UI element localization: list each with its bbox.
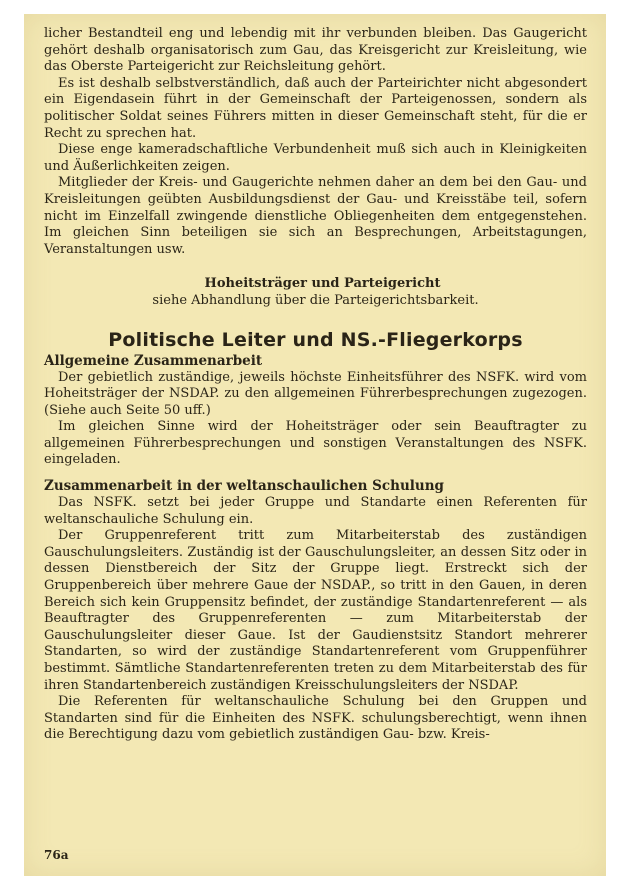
page-number: 76a (44, 848, 69, 862)
paragraph-continuation: licher Bestandteil eng und lebendig mit ihr verbunden bleiben. Das Gaugericht gehört deshalb organisatorisch zum Gau, das Kreisgericht zur Kreisleitung, wie das Oberste Parteigericht zur Reichsleitung gehört. (44, 26, 587, 75)
paragraph-parteirichter: Es ist deshalb selbstverständlich, daß auch der Parteirichter nicht abgesondert ein Eigendasein führt in der Gemeinschaft der Parteigenossen, sondern als politischer Soldat seines Führers mitten in dieser Gemeinschaft steht, für die er Recht zu sprechen hat. (44, 75, 587, 141)
chapter-title: Politische Leiter und NS.-Fliegerkorps (108, 328, 523, 351)
paragraph-mitglieder: Mitglieder der Kreis- und Gaugerichte nehmen daher an dem bei den Gau- und Kreisleitungen geübten Ausbildungsdienst der Gau- und Kreisstäbe teil, sofern nicht im Einzelfall zwingende dienstliche Obliegenheiten dem entgegenstehen. Im gleichen Sinn beteiligen sie sich an Besprechungen, Arbeitstagungen, Veranstaltungen usw. (44, 175, 587, 257)
spacer (44, 310, 587, 328)
paragraph-referenten-berechtigung: Die Referenten für weltanschauliche Schulung bei den Gruppen und Standarten sind für die Einheiten des NSFK. schulungsberechtigt, wenn ihnen die Berechtigung dazu vom gebietlich zuständigen Gau- bzw. Kreis- (44, 694, 587, 743)
paragraph-gruppenreferent: Der Gruppenreferent tritt zum Mitarbeiterstab des zuständigen Gauschulungsleiters. Zuständig ist der Gauschulungsleiter, an dessen Sitz oder in dessen Dienstbereich der Sitz der Gruppe liegt. Erstreckt sich der Gruppenbereich über mehrere Gaue der NSDAP., so tritt in den Gauen, in deren Bereich sich kein Gruppensitz befindet, der zuständige Standartenreferent — als Beauftragter des Gruppenreferenten — zum Mitarbeiterstab der Gauschulungsleiter dieser Gaue. Ist der Gaudienstsitz Standort mehrerer Standarten, so wird der zuständige Standartenreferent vom Gruppenführer bestimmt. Sämtliche Standartenreferenten treten zu dem Mitarbeiterstab des für ihren Standartenbereich zuständigen Kreisschulungsleiters der NSDAP. (44, 528, 587, 693)
spacer (44, 469, 587, 477)
section-heading-schulung: Zusammenarbeit in der weltanschaulichen Schulung (44, 478, 444, 495)
heading-hoheitstraeger: Hoheitsträger und Parteigericht (204, 276, 441, 292)
page-content (44, 26, 587, 744)
reference-abhandlung: siehe Abhandlung über die Parteigerichtsbarkeit. (152, 292, 479, 308)
paragraph-gleichen-sinne: Im gleichen Sinne wird der Hoheitsträger oder sein Beauftragter zu allgemeinen Führerbesprechungen und sonstigen Veranstaltungen des NSFK. eingeladen. (44, 419, 587, 468)
paragraph-kameradschaft: Diese enge kameradschaftliche Verbundenheit muß sich auch in Kleinigkeiten und Äußerlichkeiten zeigen. (44, 142, 587, 174)
book-page (24, 14, 606, 876)
paragraph-referent: Das NSFK. setzt bei jeder Gruppe und Standarte einen Referenten für weltanschauliche Schulung ein. (44, 495, 587, 527)
spacer (44, 258, 587, 276)
paragraph-einheitsfuehrer: Der gebietlich zuständige, jeweils höchste Einheitsführer des NSFK. wird vom Hoheitsträger der NSDAP. zu den allgemeinen Führerbesprechungen zugezogen. (Siehe auch Seite 50 uff.) (44, 369, 587, 418)
section-heading-zusammenarbeit: Allgemeine Zusammenarbeit (44, 352, 263, 369)
